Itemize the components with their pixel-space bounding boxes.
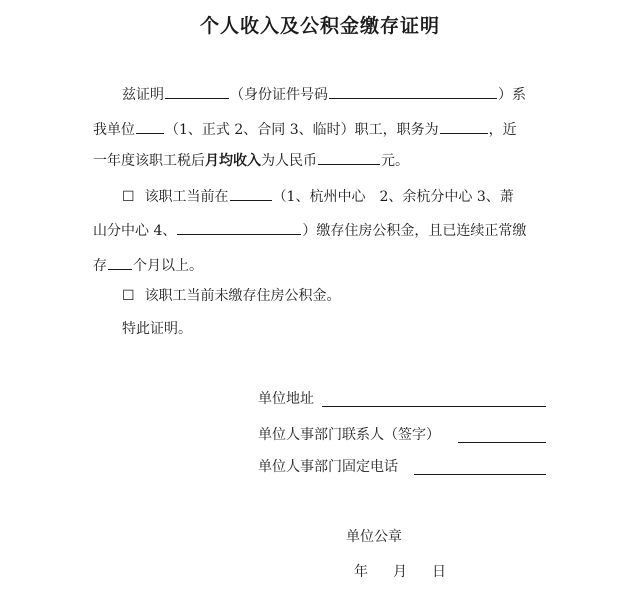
name-blank[interactable] (165, 84, 229, 99)
belongs-text: ）系 (498, 87, 526, 103)
paragraph-1-line-3 (93, 150, 409, 170)
unit-address-line[interactable] (322, 405, 546, 407)
id-label: （身份证件号码 (230, 87, 328, 103)
deposit-text: ）缴存住房公积金，且已连续正常缴 (302, 223, 527, 239)
seal-label: 单位公章 (346, 529, 402, 545)
phone-label: 单位人事部门固定电话 (258, 459, 398, 475)
income-amount-blank[interactable] (318, 150, 380, 165)
deposit-text-2: 存 (93, 258, 107, 274)
id-number-blank[interactable] (329, 84, 497, 99)
rmb-text: 为人民币 (261, 153, 317, 169)
option-1-line-3 (93, 255, 203, 275)
paragraph-1-line-2 (93, 119, 517, 139)
other-center-blank[interactable] (177, 220, 301, 235)
recent-text: ，近 (488, 122, 517, 138)
months-text: 个月以上。 (133, 258, 203, 274)
employment-type-blank[interactable] (136, 119, 164, 134)
employment-type-text: （1、正式 2、合同 3、临时）职工，职务为 (165, 122, 439, 138)
certify-text: 兹证明 (122, 87, 164, 103)
centers-text: （1、杭州中心 2、余杭分中心 3、萧 (272, 189, 514, 205)
contact-person-label: 单位人事部门联系人（签字） (258, 427, 440, 443)
position-blank[interactable] (440, 119, 488, 134)
option-2-text: 该职工当前未缴存住房公积金。 (144, 288, 341, 304)
date-day: 日 (432, 564, 446, 580)
contact-person-line[interactable] (458, 441, 546, 443)
option-2-line (122, 287, 341, 305)
monthly-income-label: 月均收入 (205, 153, 261, 169)
date-month: 月 (393, 564, 407, 580)
paragraph-1-line-1 (122, 84, 526, 104)
option-1-text: 该职工当前在 (144, 189, 229, 205)
option-1-line-1 (122, 186, 514, 206)
center-blank[interactable] (230, 186, 272, 201)
months-blank[interactable] (108, 255, 132, 270)
yuan-text: 元。 (381, 153, 409, 169)
option-1-line-2 (93, 220, 526, 240)
centers-text-2: 山分中心 4、 (93, 223, 177, 239)
checkbox-option-1[interactable]: ☐ (122, 189, 135, 205)
income-text: 一年度该职工税后 (93, 153, 205, 169)
document-title: 个人收入及公积金缴存证明 (199, 15, 440, 37)
checkbox-option-2[interactable]: ☐ (122, 288, 135, 304)
phone-line[interactable] (414, 473, 546, 475)
unit-text: 我单位 (93, 122, 135, 138)
closing-text: 特此证明。 (122, 321, 192, 337)
unit-address-label: 单位地址 (258, 391, 314, 407)
date-year: 年 (354, 564, 368, 580)
